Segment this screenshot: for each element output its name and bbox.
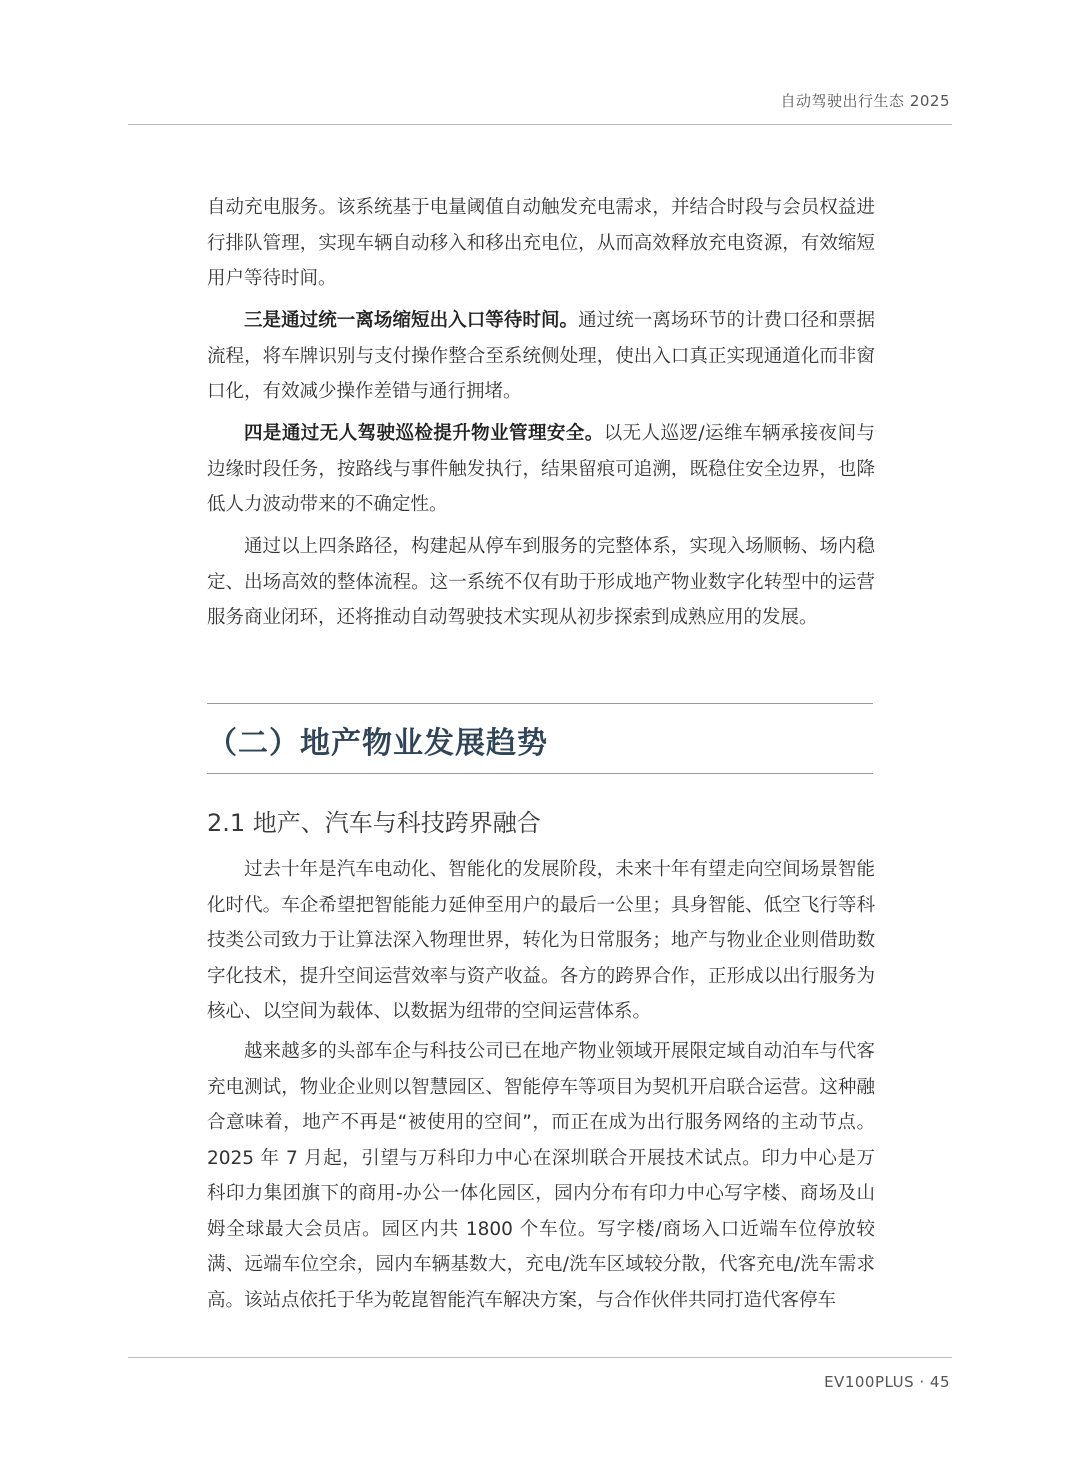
section-title: （二）地产物业发展趋势 [207,726,548,761]
paragraph-summary: 通过以上四条路径，构建起从停车到服务的完整体系，实现入场顺畅、场内稳定、出场高效的整体流程。这一系统不仅有助于形成地产物业数字化转型中的运营服务商业闭环，还将推动自动驾驶技术实现从初步探索到成熟应用的发展。 [207,536,875,628]
page-footer: EV100PLUS · 45 [824,1373,950,1391]
paragraph-patrol-safety [207,416,875,523]
header-divider [128,124,952,125]
running-header: 自动驾驶出行生态 2025 [780,92,950,110]
paragraph-charging-service: 自动充电服务。该系统基于电量阈值自动触发充电需求，并结合时段与会员权益进行排队管理，实现车辆自动移入和移出充电位，从而高效释放充电资源，有效缩短用户等待时间。 [207,197,875,289]
subsection-title: 2.1 地产、汽车与科技跨界融合 [207,809,541,837]
paragraph-body: 通过统一离场环节的计费口径和票据流程，将车牌识别与支付操作整合至系统侧处理，使出入口真正实现通道化而非窗口化，有效减少操作差错与通行拥堵。 [207,310,875,402]
paragraph-lead-bold: 三是通过统一离场缩短出入口等待时间。 [244,310,579,331]
paragraph-cross-industry: 过去十年是汽车电动化、智能化的发展阶段，未来十年有望走向空间场景智能化时代。车企希望把智能能力延伸至用户的最后一公里；具身智能、低空飞行等科技类公司致力于让算法深入物理世界，转化为日常服务；地产与物业企业则借助数字化技术，提升空间运营效率与资产收益。各方的跨界合作，正形成以出行服务为核心、以空间为载体、以数据为纽带的空间运营体系。 [207,859,875,1022]
paragraph-lead-bold: 四是通过无人驾驶巡检提升物业管理安全。 [244,423,604,444]
paragraph-pilot-case: 越来越多的头部车企与科技公司已在地产物业领域开展限定域自动泊车与代客充电测试，物业企业则以智慧园区、智能停车等项目为契机开启联合运营。这种融合意味着，地产不再是“被使用的空间”，而正在成为出行服务网络的主动节点。2025 年 7 月起，引望与万科印力中心在深圳联合开展技术试点。印力中心是万科印力集团旗下的商用-办公一体化园区，园内分布有印力中心写字楼、商场及山姆全球最大会员店。园区内共 1800 个车位。写字楼/商场入口近端车位停放较满、远端车位空余，园内车辆基数大，充电/洗车区域较分散，代客充电/洗车需求高。该站点依托于华为乾崑智能汽车解决方案，与合作伙伴共同打造代客停车 [207,1041,875,1311]
section-divider-bottom [207,773,873,774]
paragraph-unified-exit [207,303,875,410]
paragraph-body: 以无人巡逻/运维车辆承接夜间与边缘时段任务，按路线与事件触发执行，结果留痕可追溯，既稳住安全边界，也降低人力波动带来的不确定性。 [207,423,875,515]
section-divider-top [207,703,873,704]
footer-divider [128,1357,952,1358]
